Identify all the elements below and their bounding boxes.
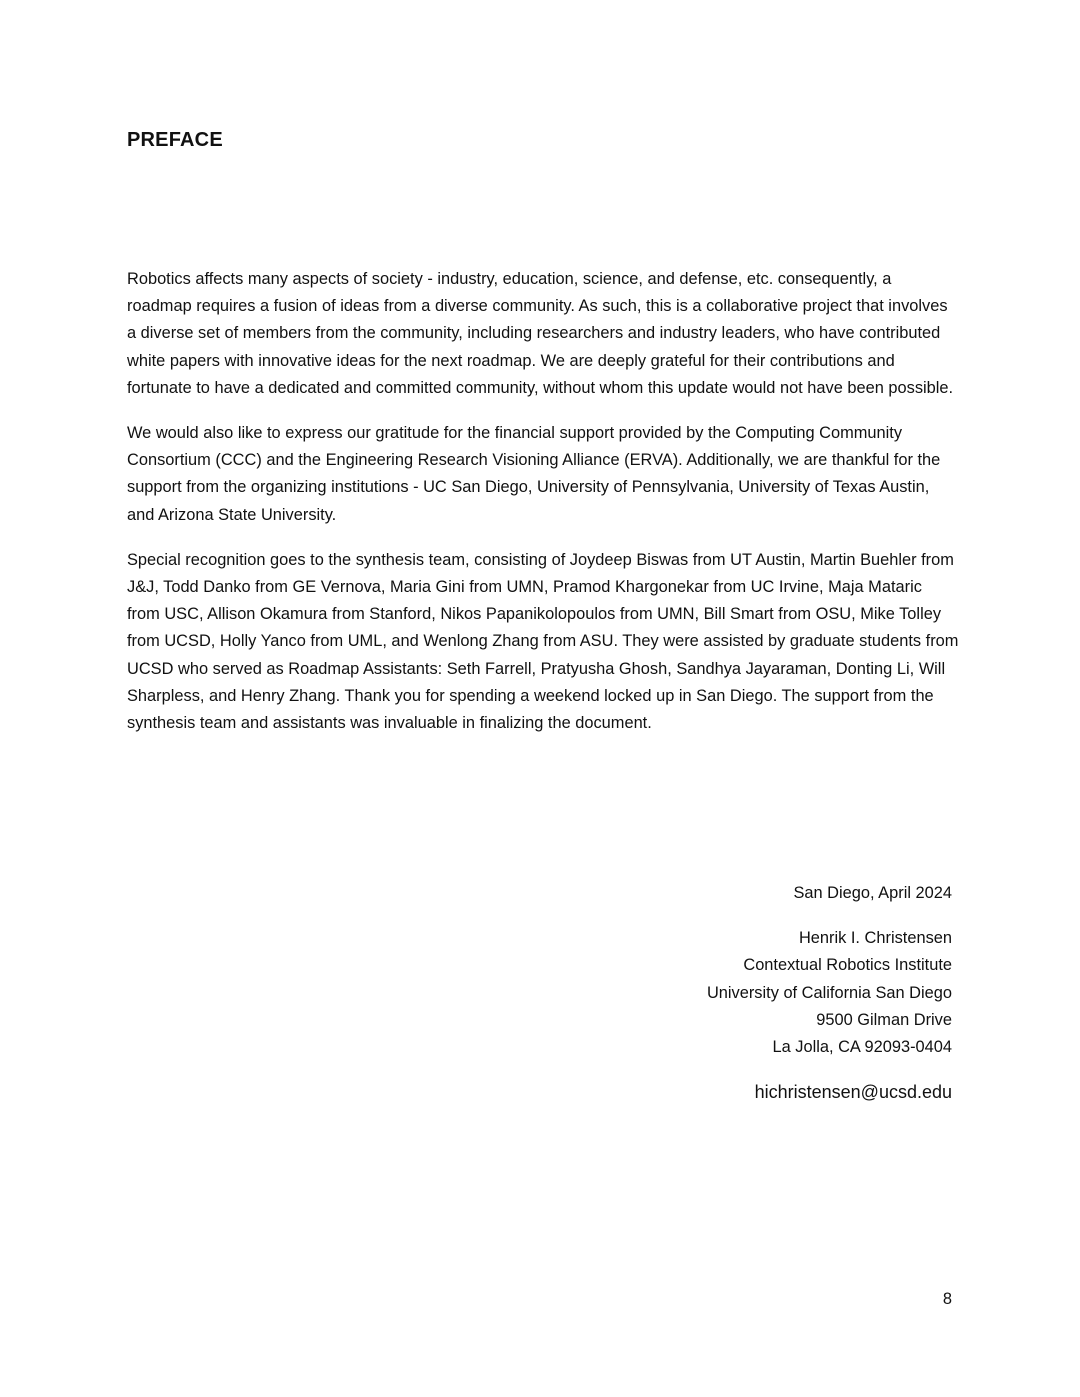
- paragraph-3: Special recognition goes to the synthesis team, consisting of Joydeep Biswas from UT Austin, Martin Buehler from J&J, Todd Danko from GE Vernova, Maria Gini from UMN, Pramod Khargonekar from UC Irvine, Maja Mataric from USC, Allison Okamura from Stanford, Nikos Papanikolopoulos from UMN, Bill Smart from OSU, Mike Tolley from UCSD, Holly Yanco from UML, and Wenlong Zhang from ASU. They were assisted by graduate students from UCSD who served as Roadmap Assistants: Seth Farrell, Pratyusha Ghosh, Sandhya Jayaraman, Donting Li, Will Sharpless, and Henry Zhang. Thank you for spending a weekend locked up in San Diego. The support from the synthesis team and assistants was invaluable in finalizing the document.: [127, 550, 959, 733]
- signature-block: [707, 880, 952, 1106]
- page-title: PREFACE: [127, 129, 223, 151]
- preface-body: [127, 266, 959, 755]
- paragraph-2: We would also like to express our gratitude for the financial support provided by the Computing Community Consortium (CCC) and the Engineering Research Visioning Alliance (ERVA). Additionally, we are thankful for the support from the organizing institutions - UC San Diego, University of Pennsylvania, University of Texas Austin, and Arizona State University.: [127, 424, 941, 524]
- signature-name: Henrik I. Christensen: [798, 929, 952, 948]
- signature-institute: Contextual Robotics Institute: [743, 956, 952, 975]
- signature-street: 9500 Gilman Drive: [816, 1010, 952, 1029]
- signature-date: San Diego, April 2024: [793, 884, 952, 902]
- page-number: 8: [942, 1290, 952, 1308]
- signature-email[interactable]: hichristensen@ucsd.edu: [754, 1082, 952, 1103]
- signature-university: University of California San Diego: [706, 983, 952, 1002]
- paragraph-1: Robotics affects many aspects of society - industry, education, science, and defense, etc. consequently, a roadmap requires a fusion of ideas from a diverse community. As such, this is a collaborative project that involves a diverse set of members from the community, including researchers and industry leaders, who have contributed white papers with innovative ideas for the next roadmap. We are deeply grateful for their contributions and fortunate to have a dedicated and committed community, without whom this update would not have been possible.: [127, 270, 954, 397]
- signature-city: La Jolla, CA 92093-0404: [772, 1038, 952, 1057]
